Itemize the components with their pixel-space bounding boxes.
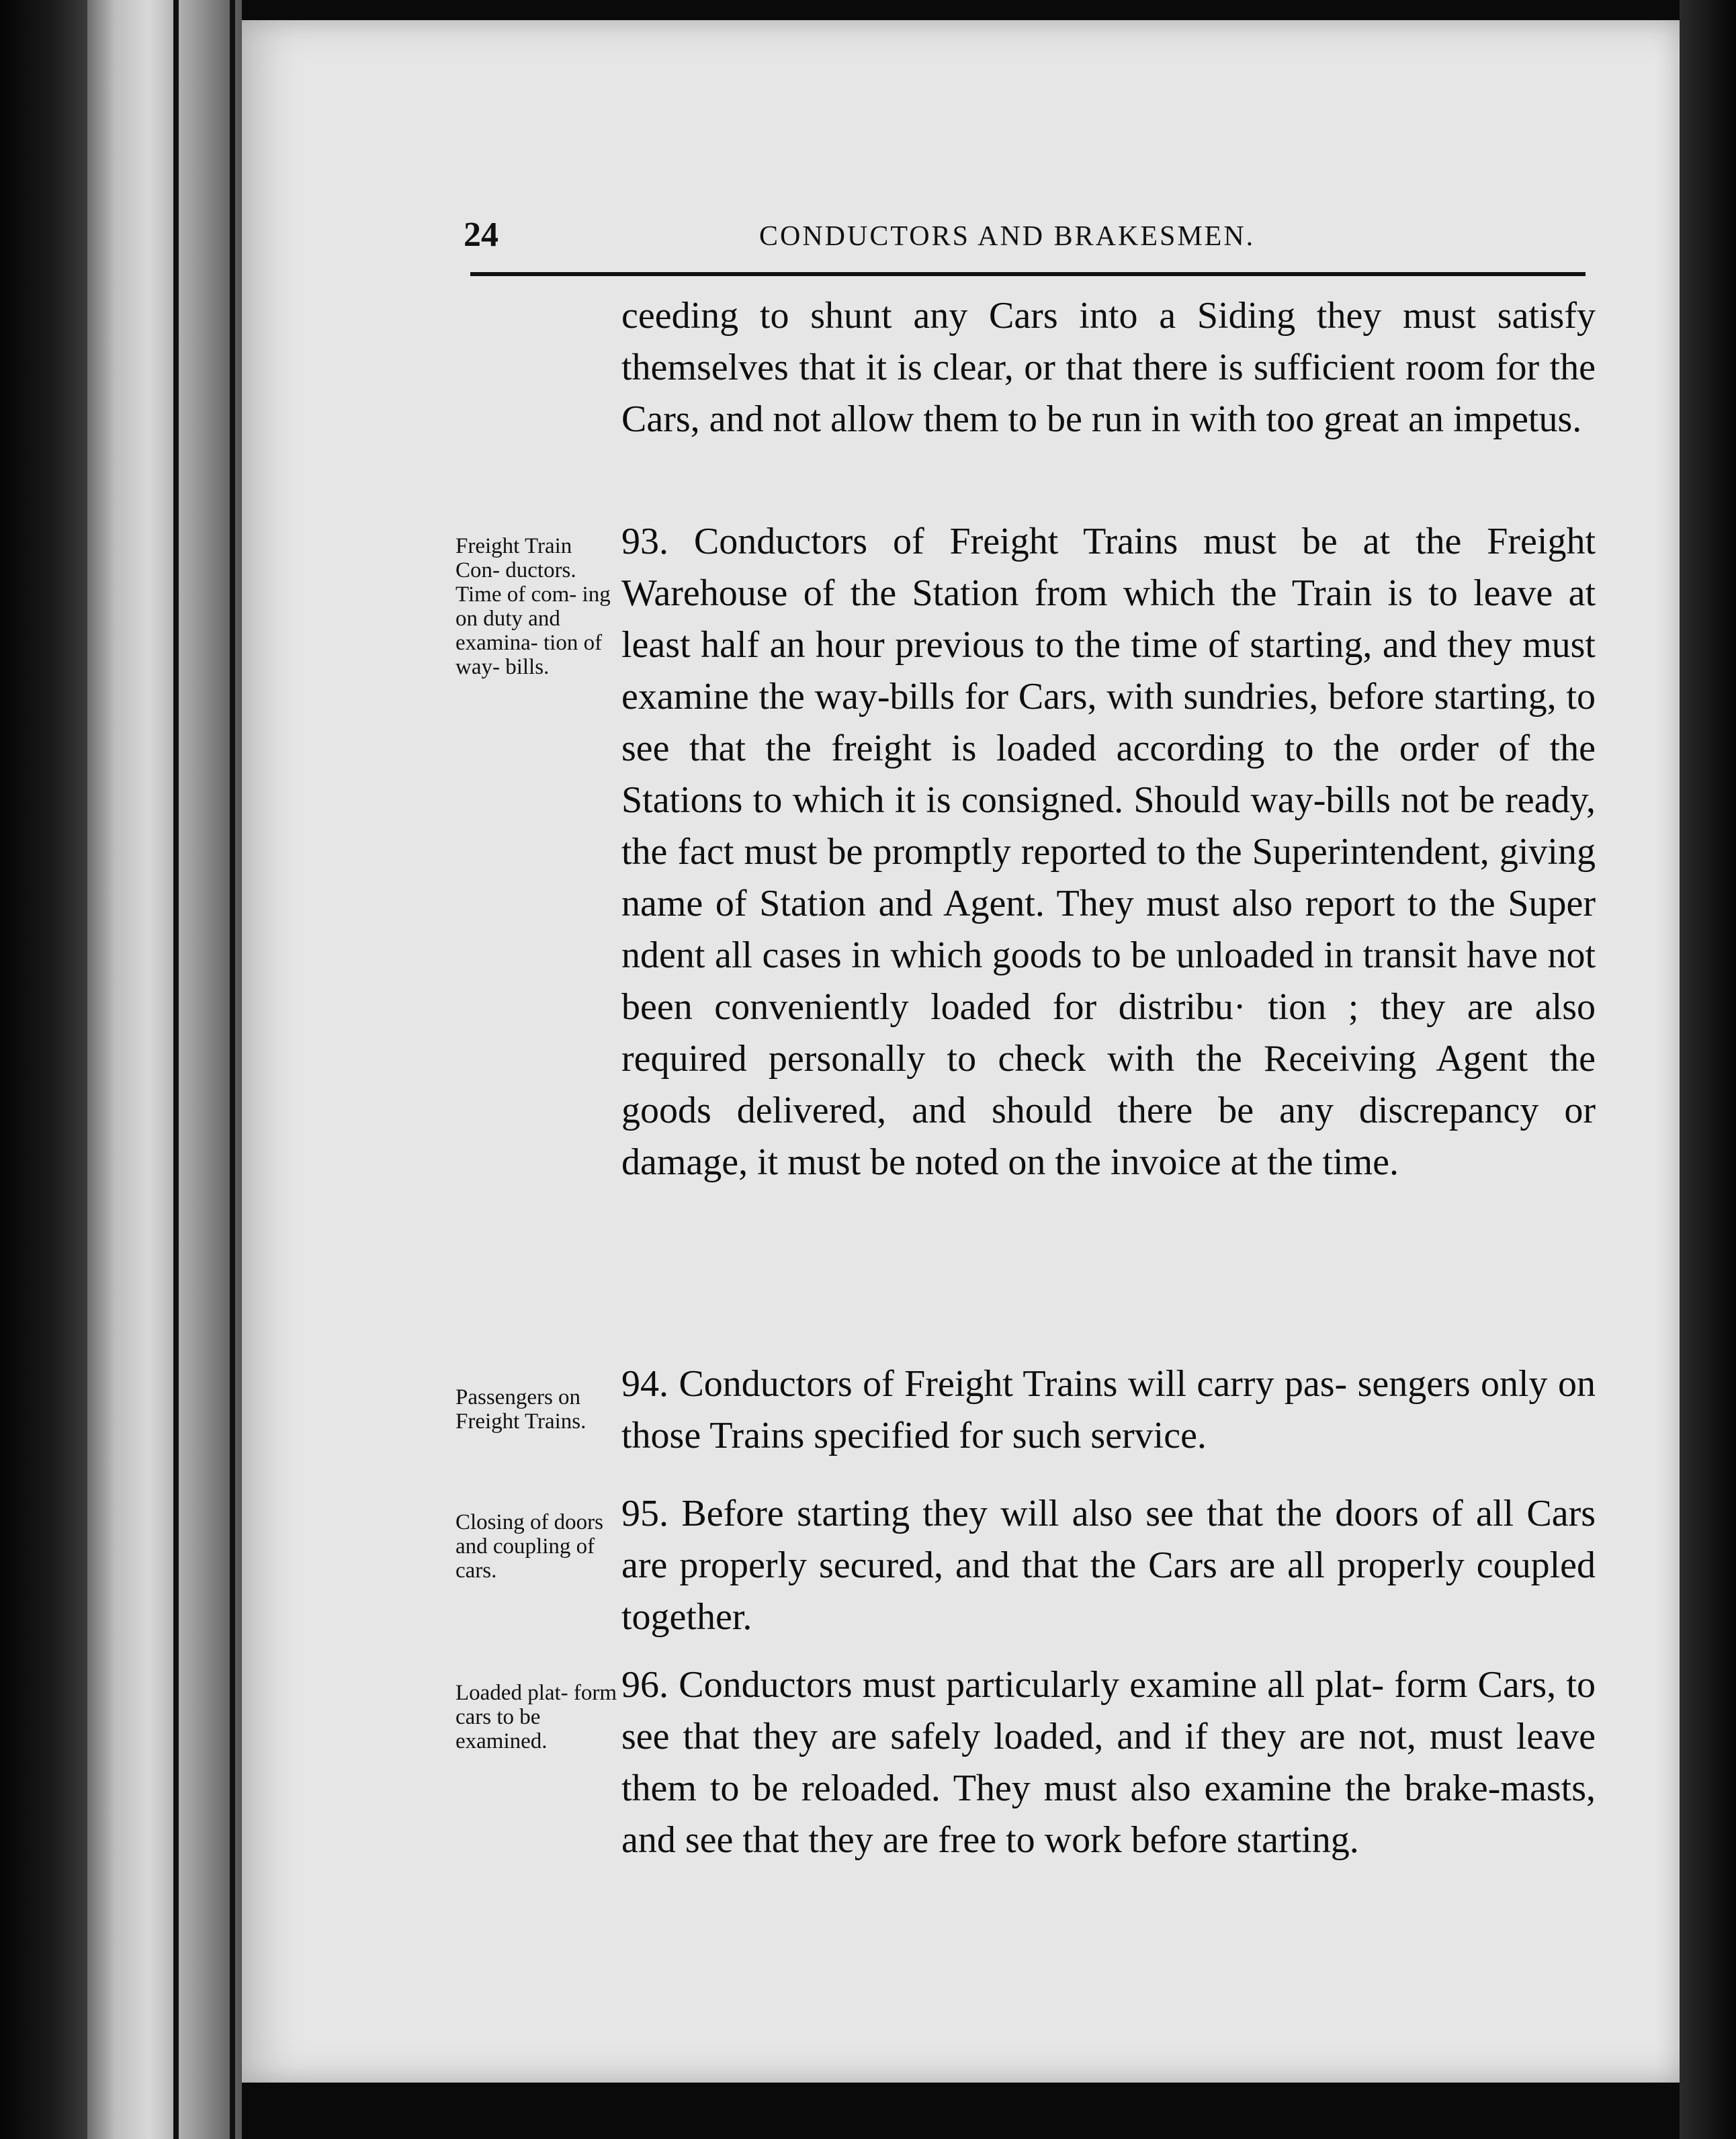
paragraph-text: Conductors of Freight Trains will carry pas- sengers only on those Trains specified for such service. bbox=[621, 1363, 1596, 1456]
running-head: CONDUCTORS AND BRAKESMEN. bbox=[759, 221, 1256, 252]
header-rule bbox=[470, 272, 1586, 276]
paragraph-94 bbox=[621, 1358, 1596, 1462]
paragraph-93 bbox=[621, 516, 1596, 1188]
margin-note-freight-train-conductors: Freight Train Con- ductors. Time of com- ing on duty and examina- tion of way- bills. bbox=[455, 534, 611, 679]
paragraph-number: 95. bbox=[621, 1493, 668, 1534]
spine-dark-line bbox=[230, 0, 235, 2139]
paragraph-text: Conductors must particularly examine all plat- form Cars, to see that they are safely loaded, and if they are not, must leave them to be reloaded. They must also examine the brake-masts, and see that they are free to work before starting. bbox=[621, 1664, 1596, 1861]
page-number: 24 bbox=[464, 216, 498, 254]
left-background-edge bbox=[0, 0, 87, 2139]
paragraph-95 bbox=[621, 1488, 1596, 1643]
book-spine bbox=[87, 0, 242, 2139]
margin-note-closing-doors: Closing of doors and coupling of cars. bbox=[455, 1510, 604, 1583]
paragraph-96 bbox=[621, 1659, 1596, 1866]
paragraph-text: ceeding to shunt any Cars into a Siding they must satisfy themselves that it is clear, or that there is sufficient room for the Cars, and not allow them to be run in with too great an impetus. bbox=[621, 295, 1596, 440]
paragraph-text: Conductors of Freight Trains must be at the Freight Warehouse of the Station from which the Train is to leave at least half an hour previous to the time of starting, and they must examine the way-bills for Cars, with sundries, before starting, to see that the freight is loaded according to the order of the Stations to which it is consigned. Should way-bills not be ready, the fact must be promptly reported to the Superintendent, giving name of Station and Agent. They must also report to the Super ndent all cases in which goods to be unloaded in transit have not been conveniently loaded for distribu· tion ; they are also required personally to check with the Receiving Agent the goods delivered, and should there be any discrepancy or damage, it must be noted on the invoice at the time. bbox=[621, 521, 1596, 1183]
paragraph-number: 96. bbox=[621, 1664, 668, 1706]
page-header bbox=[464, 215, 1592, 255]
spine-dark-line bbox=[173, 0, 179, 2139]
paragraph-continuation bbox=[621, 290, 1596, 445]
margin-note-loaded-platform-cars: Loaded plat- form cars to be examined. bbox=[455, 1681, 617, 1753]
paragraph-text: Before starting they will also see that the doors of all Cars are properly secured, and that the Cars are all properly coupled together. bbox=[621, 1493, 1596, 1638]
paragraph-number: 93. bbox=[621, 521, 668, 562]
margin-note-passengers: Passengers on Freight Trains. bbox=[455, 1385, 587, 1434]
right-background-edge bbox=[1680, 0, 1736, 2139]
paragraph-number: 94. bbox=[621, 1363, 668, 1405]
